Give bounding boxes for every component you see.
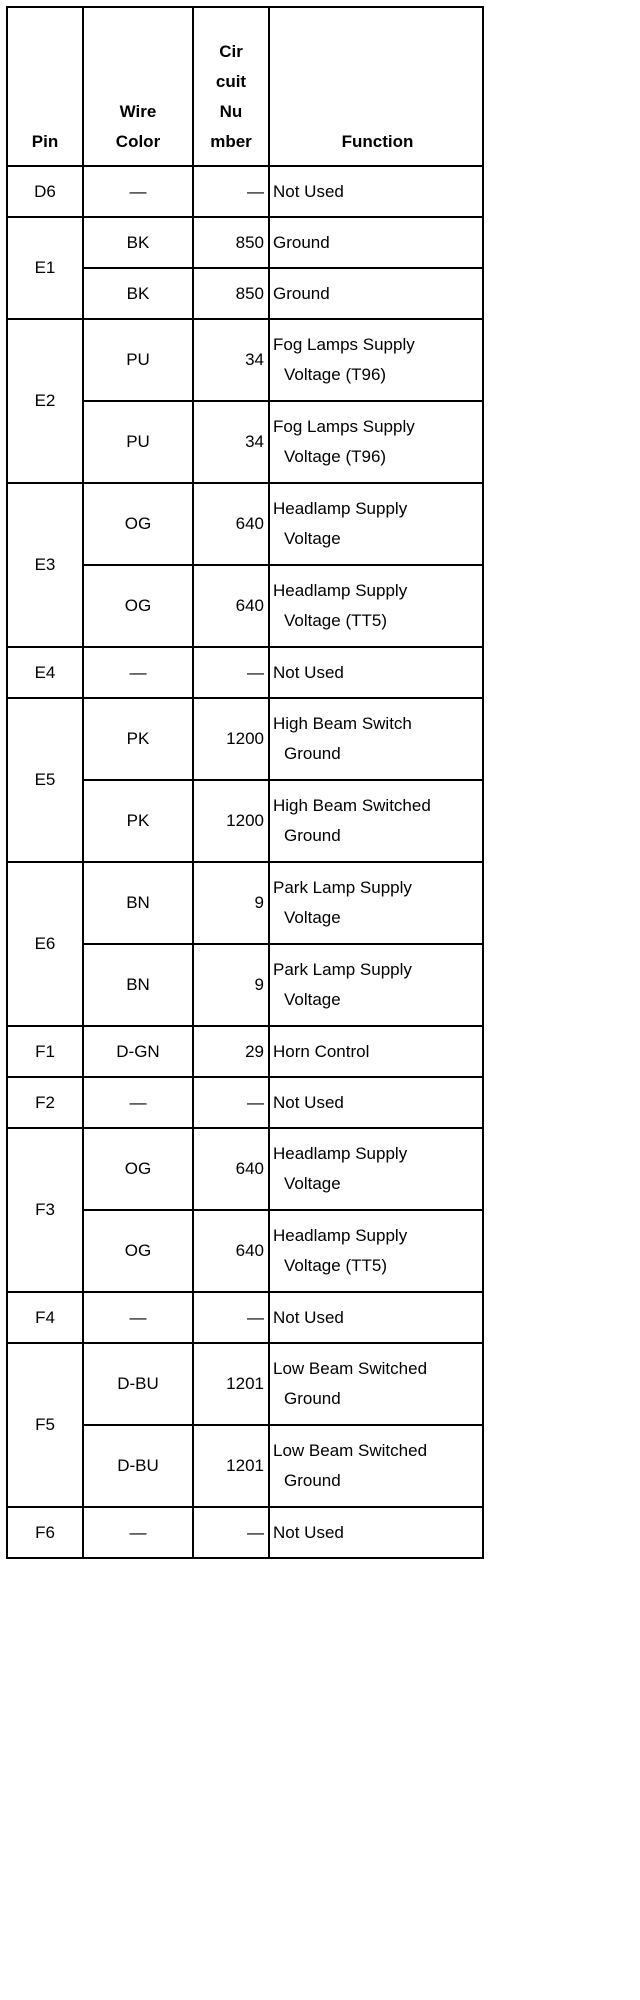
function-cell [269,1292,483,1343]
function-cell [269,319,483,401]
function-text-line: Voltage [284,529,341,548]
circuit-number-cell: — [193,1292,269,1343]
function-text-line: Low Beam Switched [273,1359,428,1378]
function-text-line: Ground [284,1389,341,1408]
pin-cell: E2 [7,319,83,483]
pin-cell: E6 [7,862,83,1026]
circuit-number-cell: 640 [193,565,269,647]
function-text-line: Voltage (T96) [284,447,387,466]
circuit-number-cell: 640 [193,1210,269,1292]
pin-cell: E4 [7,647,83,698]
function-cell [269,217,483,268]
wire-color-cell: — [83,1507,193,1558]
header-function: Function [269,7,483,166]
header-circuit-number: Cir cuit Nu mber [193,7,269,166]
function-cell [269,647,483,698]
function-text-line: Horn Control [273,1041,370,1061]
wire-color-cell: — [83,1292,193,1343]
function-cell [269,1077,483,1128]
header-pin: Pin [7,7,83,166]
table-row [7,698,483,780]
circuit-number-cell: 850 [193,268,269,319]
function-text-line: Headlamp Supply [273,1144,408,1163]
circuit-number-cell: 1200 [193,698,269,780]
function-text-line: High Beam Switched [273,796,431,815]
pin-cell: D6 [7,166,83,217]
function-text-line: Fog Lamps Supply [273,417,415,436]
pin-cell: E1 [7,217,83,319]
function-text-line: Voltage (TT5) [284,611,387,630]
function-text-line: Voltage [284,1174,341,1193]
wire-color-cell: D-GN [83,1026,193,1077]
function-text-line: Not Used [273,1522,344,1542]
table-row [7,217,483,268]
function-cell [269,1343,483,1425]
circuit-number-cell: — [193,1507,269,1558]
circuit-number-cell: — [193,1077,269,1128]
function-cell [269,268,483,319]
function-text-line: Not Used [273,1092,344,1112]
function-text-line: Ground [273,232,330,252]
circuit-number-cell: 34 [193,319,269,401]
function-text-line: Park Lamp Supply [273,878,412,897]
wire-color-cell: OG [83,483,193,565]
circuit-number-cell: 640 [193,1128,269,1210]
wire-color-cell: — [83,1077,193,1128]
function-text-line: Not Used [273,181,344,201]
wire-color-cell: — [83,166,193,217]
wire-color-cell: BK [83,217,193,268]
function-text-line: Voltage [284,990,341,1009]
table-row [7,862,483,944]
wire-color-cell: BK [83,268,193,319]
function-text-line: Voltage (TT5) [284,1256,387,1275]
pin-cell: F5 [7,1343,83,1507]
function-cell [269,401,483,483]
function-cell [269,1128,483,1210]
function-cell [269,166,483,217]
circuit-number-cell: 9 [193,862,269,944]
table-row [7,1343,483,1425]
function-cell [269,565,483,647]
function-cell [269,944,483,1026]
table-row [7,1292,483,1343]
connector-pinout-table [6,6,484,1559]
pin-cell: F6 [7,1507,83,1558]
pin-cell: E3 [7,483,83,647]
function-cell [269,1425,483,1507]
function-cell [269,698,483,780]
pin-cell: F1 [7,1026,83,1077]
header-wire-color: Wire Color [83,7,193,166]
function-text-line: Ground [284,1471,341,1490]
circuit-number-cell: 1201 [193,1425,269,1507]
pin-cell: F4 [7,1292,83,1343]
function-text-line: Voltage [284,908,341,927]
circuit-number-cell: 850 [193,217,269,268]
function-text-line: Not Used [273,1307,344,1327]
table-row [7,1507,483,1558]
function-cell [269,1507,483,1558]
function-text-line: Headlamp Supply [273,1226,408,1245]
wire-color-cell: PK [83,780,193,862]
table-row [7,1077,483,1128]
function-text-line: Not Used [273,662,344,682]
wire-color-cell: PK [83,698,193,780]
circuit-number-cell: — [193,166,269,217]
circuit-number-cell: 9 [193,944,269,1026]
wire-color-cell: — [83,647,193,698]
function-text-line: Ground [284,744,341,763]
function-text-line: Headlamp Supply [273,581,408,600]
table-row [7,647,483,698]
pin-cell: F2 [7,1077,83,1128]
circuit-number-cell: 34 [193,401,269,483]
wire-color-cell: PU [83,401,193,483]
circuit-number-cell: 640 [193,483,269,565]
pin-cell: E5 [7,698,83,862]
function-text-line: Voltage (T96) [284,365,387,384]
table-row [7,1128,483,1210]
wire-color-cell: OG [83,1210,193,1292]
circuit-number-cell: 1200 [193,780,269,862]
header-row [7,7,483,166]
table-row [7,483,483,565]
wire-color-cell: OG [83,1128,193,1210]
wire-color-cell: PU [83,319,193,401]
function-cell [269,483,483,565]
pin-cell: F3 [7,1128,83,1292]
function-cell [269,780,483,862]
function-cell [269,862,483,944]
function-cell [269,1026,483,1077]
wire-color-cell: D-BU [83,1425,193,1507]
wire-color-cell: OG [83,565,193,647]
function-text-line: Low Beam Switched [273,1441,428,1460]
function-text-line: Fog Lamps Supply [273,335,415,354]
circuit-number-cell: — [193,647,269,698]
circuit-number-cell: 29 [193,1026,269,1077]
table-row [7,1026,483,1077]
table-body [7,7,483,1558]
table-row [7,319,483,401]
function-text-line: Ground [284,826,341,845]
function-text-line: Ground [273,283,330,303]
circuit-number-cell: 1201 [193,1343,269,1425]
wire-color-cell: BN [83,944,193,1026]
wire-color-cell: D-BU [83,1343,193,1425]
table-row [7,166,483,217]
function-text-line: Headlamp Supply [273,499,408,518]
function-text-line: High Beam Switch [273,714,412,733]
function-cell [269,1210,483,1292]
function-text-line: Park Lamp Supply [273,960,412,979]
wire-color-cell: BN [83,862,193,944]
